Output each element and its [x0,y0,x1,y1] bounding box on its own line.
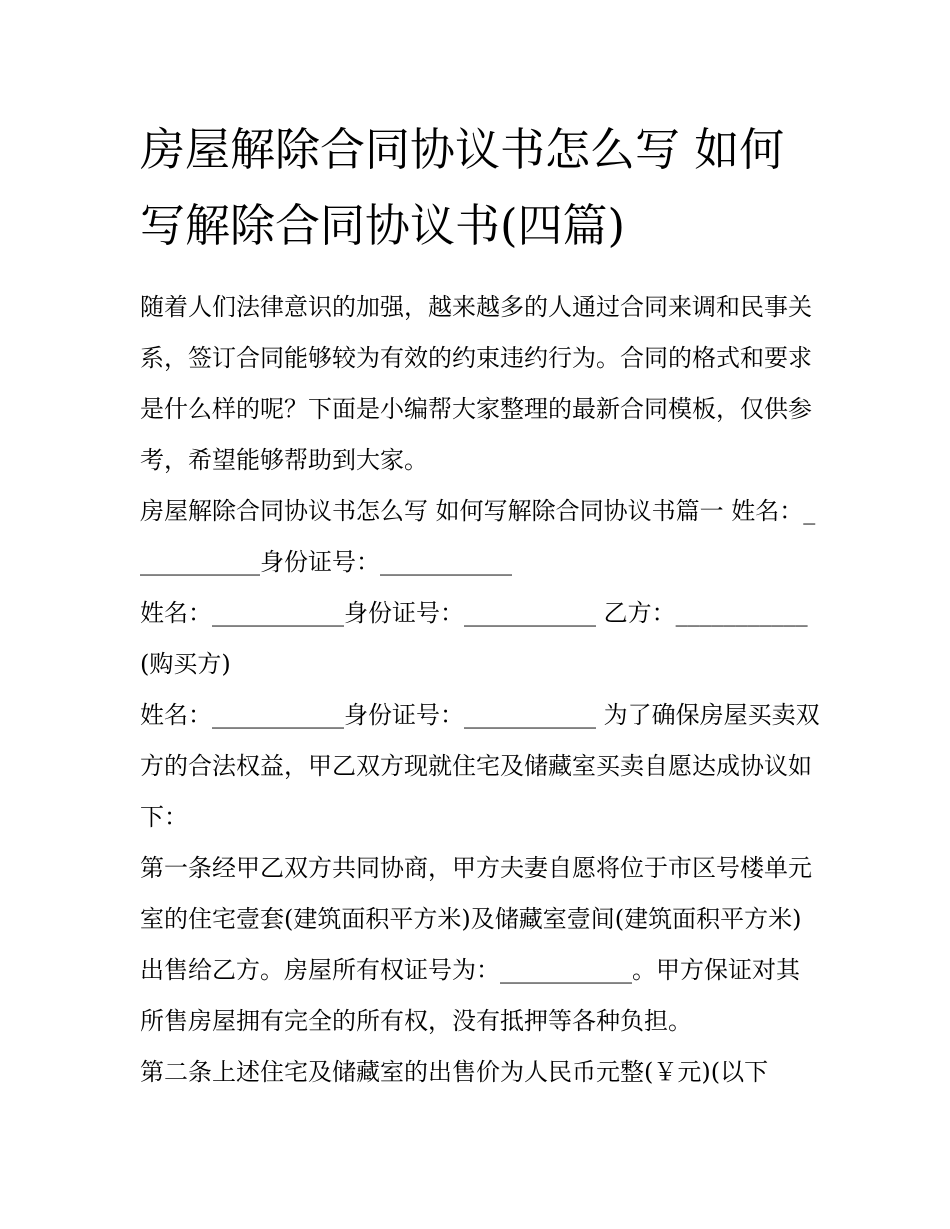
section-one-heading-paragraph: 房屋解除合同协议书怎么写 如何写解除合同协议书篇一 姓名：___________身份证号：___________ [140,497,816,576]
document-body [140,112,820,1098]
article-one-paragraph: 第一条经甲乙双方共同协商，甲方夫妻自愿将位于市区号楼单元室的住宅壹套(建筑面积平方米)及储藏室壹间(建筑面积平方米)出售给乙方。房屋所有权证号为：___________。甲方保证对其所售房屋拥有完全的所有权，没有抵押等各种负担。 [140,854,812,1035]
intro-paragraph: 随着人们法律意识的加强，越来越多的人通过合同来调和民事关系，签订合同能够较为有效的约束违约行为。合同的格式和要求是什么样的呢？下面是小编帮大家整理的最新合同模板，仅供参考，希望能够帮助到大家。 [140,293,812,474]
party-info-paragraph: 姓名：___________身份证号：___________ 乙方：___________(购买方) [140,599,808,678]
purpose-paragraph: 姓名：___________身份证号：___________ 为了确保房屋买卖双方的合法权益，甲乙双方现就住宅及储藏室买卖自愿达成协议如下： [140,701,820,831]
article-two-paragraph: 第二条上述住宅及储藏室的出售价为人民币元整(￥元)(以下 [140,1058,769,1086]
document-title: 房屋解除合同协议书怎么写 如何写解除合同协议书(四篇) [140,123,785,252]
